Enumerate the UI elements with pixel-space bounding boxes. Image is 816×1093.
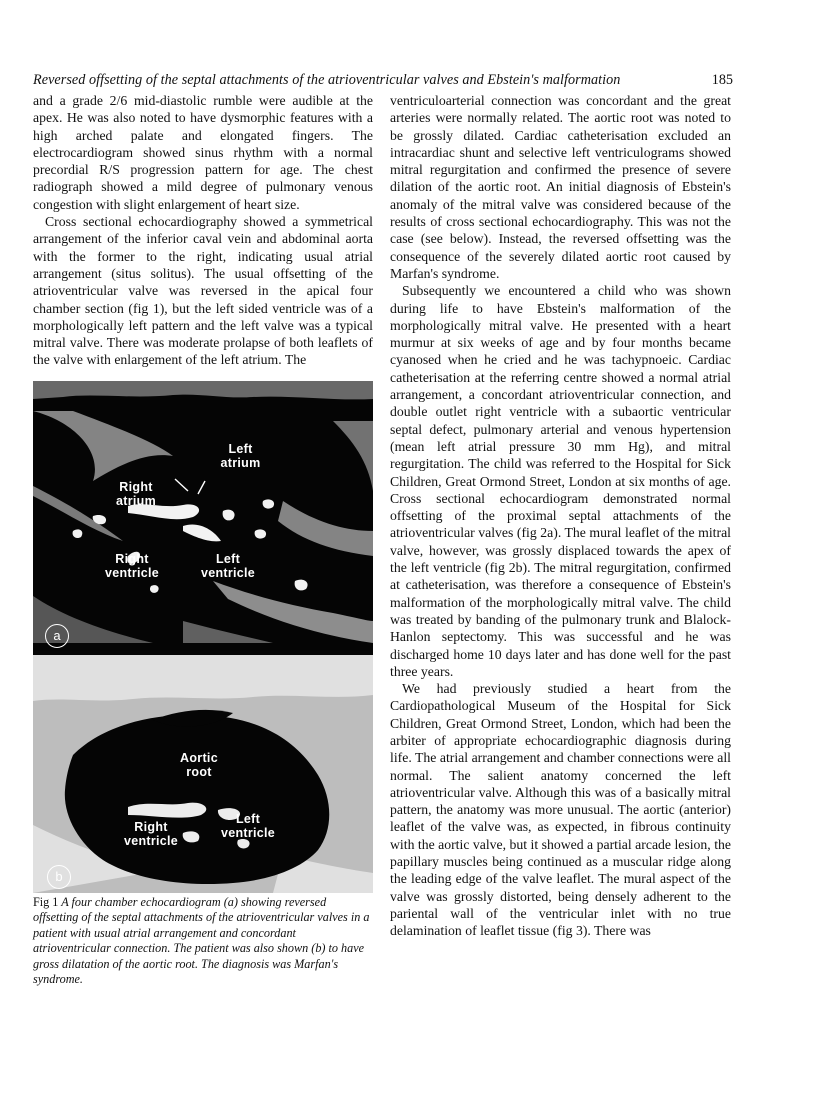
- panel-letter-a: a: [45, 624, 69, 648]
- echo-panel-b: [33, 655, 373, 893]
- running-title: Reversed offsetting of the septal attachments of the atrioventricular valves and Ebstein's malformation: [33, 72, 621, 88]
- right-paragraph-3: We had previously studied a heart from the Cardiopathological Museum of the Hospital for Sick Children, Great Ormond Street, London, which had been the arbiter of appropriate echocardiographic diagnosis during life. The atrial arrangement and chamber connections were all normal. The salient anatomy concerned the left atrioventricular valve. Although this was of a basically mitral pattern, the anatomy was more unusual. The aortic (anterior) leaflet of the valve was, as expected, in fibrous continuity with the aortic valve, but it showed a partial arcade lesion, the papillary muscles being continued as a muscular ridge along the leading edge of the valve leaflet. The mural aspect of the valve was grossly distorted, being densely adherent to the pariental wall of the ventricular inlet with no true delamination of leaflet tissue (fig 3). There was: [390, 681, 731, 939]
- caption-text: A four chamber echocardiogram (a) showing reversed offsetting of the septal attachments of the atrioventricular valves in a patient with usual atrial arrangement and concordant atrioventricular connection. The patient was also shown (b) to have gross dilatation of the aortic root. The diagnosis was Marfan's syndrome.: [33, 895, 370, 987]
- panel-letter-b: b: [47, 865, 71, 889]
- figure-1: [33, 381, 373, 893]
- right-paragraph-1: ventriculoarterial connection was concordant and the great arteries were normally related. The aortic root was noted to be grossly dilated. Cardiac catheterisation excluded an intracardiac shunt and selective left ventriculograms showed mitral regurgitation and confirmed the presence of severe dilation of the aortic root. An initial diagnosis of Ebstein's anomaly of the mitral valve was considered because of the results of cross sectional echocardiography. This was not the case (see below). Instead, the reversed offsetting was the consequence of the severely dilated aortic root caused by Marfan's syndrome.: [390, 93, 731, 281]
- figure-caption: [33, 895, 373, 987]
- echo-panel-a: [33, 381, 373, 651]
- right-paragraph-2: Subsequently we encountered a child who was shown during life to have Ebstein's malformation of the morphologically mitral valve. He presented with a heart murmur at six weeks of age and by four months became cyanosed when he cried and he was tachypnoeic. Cardiac catheterisation at the referring centre showed a normal atrial arrangement, a concordant atrioventricular connection, and double outlet right ventricle with a subaortic ventricular septal defect, pulmonary arterial and venous hypertension (mean left atrial pressure 30 mm Hg), and mitral regurgitation. The child was referred to the Hospital for Sick Children, Great Ormond Street, London at six months of age. Cross sectional echocardiogram demonstrated normal offsetting of the proximal septal attachments of the atrioventricular valves (fig 2a). The mural leaflet of the mitral valve, however, was grossly displaced towards the apex of the left ventricle (fig 2b). The mitral regurgitation, confirmed at catheterisation, was therefore a consequence of Ebstein's malformation of the morphologically mitral valve. The child was treated by banding of the pulmonary trunk and Blalock-Hanlon septectomy. This was successful and he was discharged home 10 days later and has done well for the past three years.: [390, 283, 731, 679]
- label-left-ventricle: Left ventricle: [200, 552, 256, 580]
- left-column: [33, 92, 373, 369]
- caption-label: Fig 1: [33, 895, 59, 909]
- label-left-atrium: Left atrium: [220, 442, 261, 470]
- label-aortic-root: Aortic root: [180, 751, 218, 779]
- running-head: [33, 72, 733, 89]
- label-left-ventricle-b: Left ventricle: [220, 812, 276, 840]
- left-paragraph-1: and a grade 2/6 mid-diastolic rumble were audible at the apex. He was also noted to have dysmorphic features with a high arched palate and elongated fingers. The electrocardiogram showed sinus rhythm with a normal precordial R/S progression pattern for age. The chest radiograph showed a mild degree of pulmonary venous congestion with slight enlargement of heart size.: [33, 93, 373, 212]
- label-right-ventricle: Right ventricle: [104, 552, 160, 580]
- left-paragraph-2: Cross sectional echocardiography showed a symmetrical arrangement of the inferior caval vein and abdominal aorta with the former to the right, indicating usual atrial arrangement (situs solitus). The usual offsetting of the atrioventricular valve was reversed in the apical four chamber section (fig 1), but the left sided ventricle was of a morphologically left pattern and the left valve was a typical mitral valve. There was moderate prolapse of both leaflets of the valve with enlargement of the left atrium. The: [33, 214, 373, 368]
- label-right-ventricle-b: Right ventricle: [123, 820, 179, 848]
- echo-image-a: [33, 381, 373, 651]
- right-column: [390, 92, 731, 940]
- label-right-atrium: Right atrium: [115, 480, 156, 508]
- page-number: 185: [711, 72, 733, 88]
